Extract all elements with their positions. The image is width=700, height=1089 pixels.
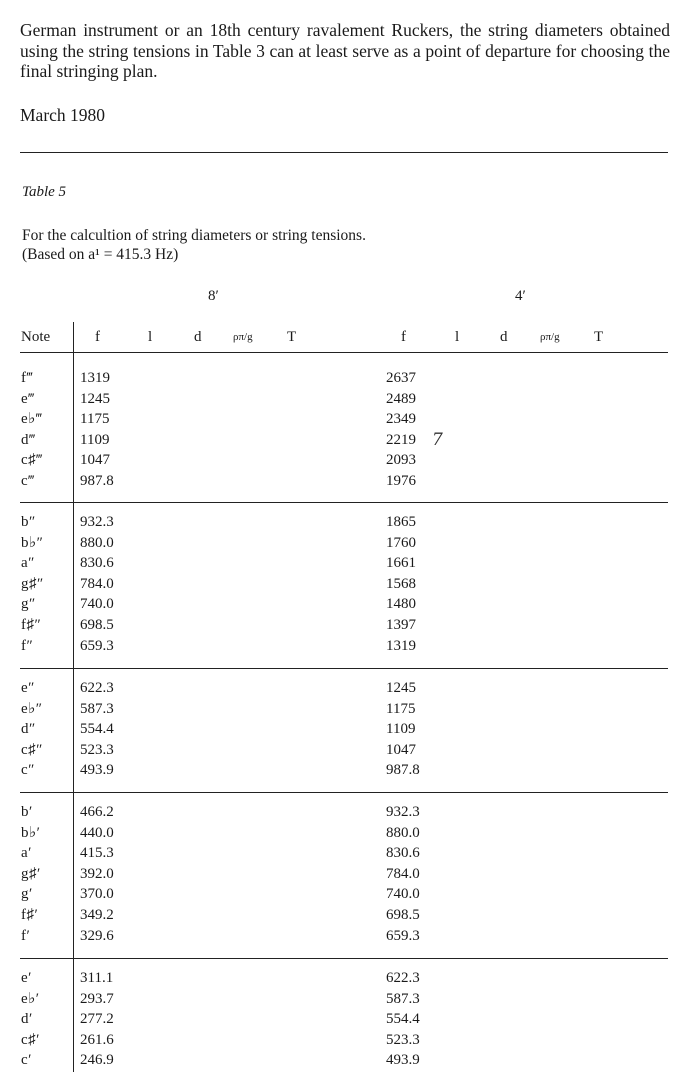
note-cell: f♯″	[21, 617, 42, 633]
header-f-4ft: f	[401, 329, 406, 345]
note-cell: b♭′	[21, 824, 41, 841]
note-cell: f‴	[21, 370, 34, 386]
frequency-8ft-cell: 987.8	[80, 473, 114, 489]
table-row	[0, 802, 700, 823]
table-row	[0, 1009, 700, 1030]
frequency-4ft-cell: 493.9	[386, 1052, 420, 1069]
table-row	[0, 368, 700, 389]
frequency-4ft-cell: 1109	[386, 721, 416, 738]
frequency-8ft-cell: 698.5	[80, 617, 114, 633]
table-row	[0, 1050, 700, 1071]
group-divider	[20, 792, 668, 793]
intro-paragraph: German instrument or an 18th century ravalement Ruckers, the string diameters obtained using the string tensions in Table 3 can at least serve as a point of departure for choosing the final stringing plan.	[20, 20, 670, 81]
frequency-8ft-cell: 277.2	[80, 1011, 114, 1028]
frequency-8ft-cell: 880.0	[80, 534, 114, 551]
group-heading-8ft: 8′	[208, 288, 219, 304]
table-row	[0, 989, 700, 1010]
note-cell: d‴	[21, 431, 36, 448]
note-cell: f′	[21, 927, 31, 944]
frequency-8ft-cell: 392.0	[80, 865, 114, 882]
note-cell: e♭″	[21, 700, 43, 717]
note-cell: b″	[21, 514, 36, 530]
table-row	[0, 926, 700, 947]
frequency-4ft-cell: 2219	[386, 431, 416, 448]
table-row	[0, 843, 700, 864]
note-cell: f♯′	[21, 907, 39, 923]
table-row	[0, 884, 700, 905]
frequency-4ft-cell: 1319	[386, 637, 416, 654]
frequency-4ft-cell: 1760	[386, 534, 416, 551]
note-cell: e′	[21, 970, 32, 986]
frequency-8ft-cell: 1245	[80, 390, 110, 407]
frequency-4ft-cell: 1245	[386, 680, 416, 696]
frequency-8ft-cell: 329.6	[80, 927, 114, 944]
note-cell: e♭‴	[21, 411, 43, 428]
frequency-4ft-cell: 1480	[386, 596, 416, 613]
header-t-8ft: T	[287, 329, 297, 345]
header-f-8ft: f	[95, 329, 100, 345]
table-row	[0, 636, 700, 657]
frequency-8ft-cell: 493.9	[80, 762, 114, 779]
frequency-8ft-cell: 523.3	[80, 741, 114, 758]
note-cell: d″	[21, 721, 36, 738]
note-cell: b♭″	[21, 534, 44, 551]
frequency-8ft-cell: 830.6	[80, 555, 114, 572]
frequency-8ft-cell: 370.0	[80, 886, 114, 903]
handwritten-correction: 7	[432, 429, 443, 450]
note-cell: c♯″	[21, 741, 43, 758]
frequency-4ft-cell: 523.3	[386, 1031, 420, 1048]
frequency-8ft-cell: 466.2	[80, 804, 114, 820]
frequency-8ft-cell: 415.3	[80, 845, 114, 862]
table-description-line-2: (Based on a¹ = 415.3 Hz)	[22, 246, 179, 263]
group-divider	[20, 958, 668, 959]
table-row	[0, 678, 700, 699]
frequency-8ft-cell: 740.0	[80, 596, 114, 613]
note-cell: a′	[21, 845, 32, 862]
note-cell: g″	[21, 596, 36, 613]
group-divider	[20, 502, 668, 503]
frequency-4ft-cell: 698.5	[386, 907, 420, 923]
frequency-8ft-cell: 1175	[80, 411, 110, 428]
group-divider	[20, 668, 668, 669]
frequency-4ft-cell: 740.0	[386, 886, 420, 903]
note-cell: c♯‴	[21, 452, 43, 469]
note-cell: e♭′	[21, 990, 40, 1007]
table-row	[0, 594, 700, 615]
frequency-4ft-cell: 2349	[386, 411, 416, 428]
note-cell: e″	[21, 680, 35, 696]
note-cell: g♯″	[21, 575, 44, 592]
table-row	[0, 968, 700, 989]
table-row	[0, 719, 700, 740]
header-l-4ft: l	[455, 329, 460, 345]
frequency-4ft-cell: 784.0	[386, 865, 420, 882]
frequency-4ft-cell: 880.0	[386, 824, 420, 841]
frequency-4ft-cell: 2489	[386, 390, 416, 407]
note-cell: g♯′	[21, 865, 41, 882]
table-row	[0, 533, 700, 554]
table-row	[0, 905, 700, 926]
note-cell: f″	[21, 637, 34, 654]
header-d-4ft: d	[500, 329, 508, 345]
frequency-4ft-cell: 932.3	[386, 804, 420, 820]
header-d-8ft: d	[194, 329, 202, 345]
table-row	[0, 409, 700, 430]
table-caption: Table 5	[22, 184, 67, 200]
table-row	[0, 760, 700, 781]
frequency-8ft-cell: 932.3	[80, 514, 114, 530]
frequency-4ft-cell: 554.4	[386, 1011, 420, 1028]
frequency-8ft-cell: 311.1	[80, 970, 114, 986]
frequency-4ft-cell: 1568	[386, 575, 416, 592]
frequency-4ft-cell: 1865	[386, 514, 416, 530]
header-note: Note	[21, 329, 51, 345]
note-cell: c♯′	[21, 1031, 40, 1048]
frequency-8ft-cell: 349.2	[80, 907, 114, 923]
frequency-8ft-cell: 622.3	[80, 680, 114, 696]
frequency-4ft-cell: 587.3	[386, 990, 420, 1007]
note-cell: e‴	[21, 390, 35, 407]
frequency-4ft-cell: 1175	[386, 700, 416, 717]
frequency-4ft-cell: 1047	[386, 741, 416, 758]
table-row	[0, 389, 700, 410]
header-rho-pi-g-8ft: ρπ/g	[233, 331, 253, 343]
frequency-8ft-cell: 1047	[80, 452, 110, 469]
frequency-4ft-cell: 659.3	[386, 927, 420, 944]
frequency-4ft-cell: 1976	[386, 473, 416, 489]
header-rule	[20, 352, 668, 353]
frequency-8ft-cell: 293.7	[80, 990, 114, 1007]
frequency-8ft-cell: 554.4	[80, 721, 114, 738]
frequency-8ft-cell: 1319	[80, 370, 110, 386]
table-row	[0, 512, 700, 533]
frequency-8ft-cell: 261.6	[80, 1031, 114, 1048]
group-heading-4ft: 4′	[515, 288, 526, 304]
table-row	[0, 553, 700, 574]
note-cell: g′	[21, 886, 33, 903]
header-t-4ft: T	[594, 329, 604, 345]
frequency-4ft-cell: 1397	[386, 617, 416, 633]
frequency-8ft-cell: 659.3	[80, 637, 114, 654]
frequency-8ft-cell: 587.3	[80, 700, 114, 717]
header-l-8ft: l	[148, 329, 153, 345]
frequency-4ft-cell: 1661	[386, 555, 416, 572]
table-row	[0, 615, 700, 636]
table-row	[0, 471, 700, 492]
frequency-8ft-cell: 440.0	[80, 824, 114, 841]
note-cell: d′	[21, 1011, 33, 1028]
note-cell: c‴	[21, 473, 35, 489]
frequency-8ft-cell: 246.9	[80, 1052, 114, 1069]
frequency-4ft-cell: 2093	[386, 452, 416, 469]
frequency-4ft-cell: 987.8	[386, 762, 420, 779]
table-row	[0, 430, 700, 451]
frequency-4ft-cell: 2637	[386, 370, 416, 386]
frequency-8ft-cell: 1109	[80, 431, 110, 448]
table-row	[0, 740, 700, 761]
document-date: March 1980	[20, 105, 106, 125]
table-description-line-1: For the calcultion of string diameters or string tensions.	[22, 227, 366, 244]
table-row	[0, 699, 700, 720]
table-row	[0, 574, 700, 595]
note-cell: c″	[21, 762, 35, 779]
table-row	[0, 450, 700, 471]
table-row	[0, 823, 700, 844]
note-cell: b′	[21, 804, 33, 820]
header-rho-pi-g-4ft: ρπ/g	[540, 331, 560, 343]
frequency-8ft-cell: 784.0	[80, 575, 114, 592]
section-divider	[20, 152, 668, 153]
table-row	[0, 1030, 700, 1051]
frequency-4ft-cell: 622.3	[386, 970, 420, 986]
frequency-4ft-cell: 830.6	[386, 845, 420, 862]
table-description	[22, 226, 366, 264]
note-cell: a″	[21, 555, 35, 572]
table-row	[0, 864, 700, 885]
note-cell: c′	[21, 1052, 32, 1069]
